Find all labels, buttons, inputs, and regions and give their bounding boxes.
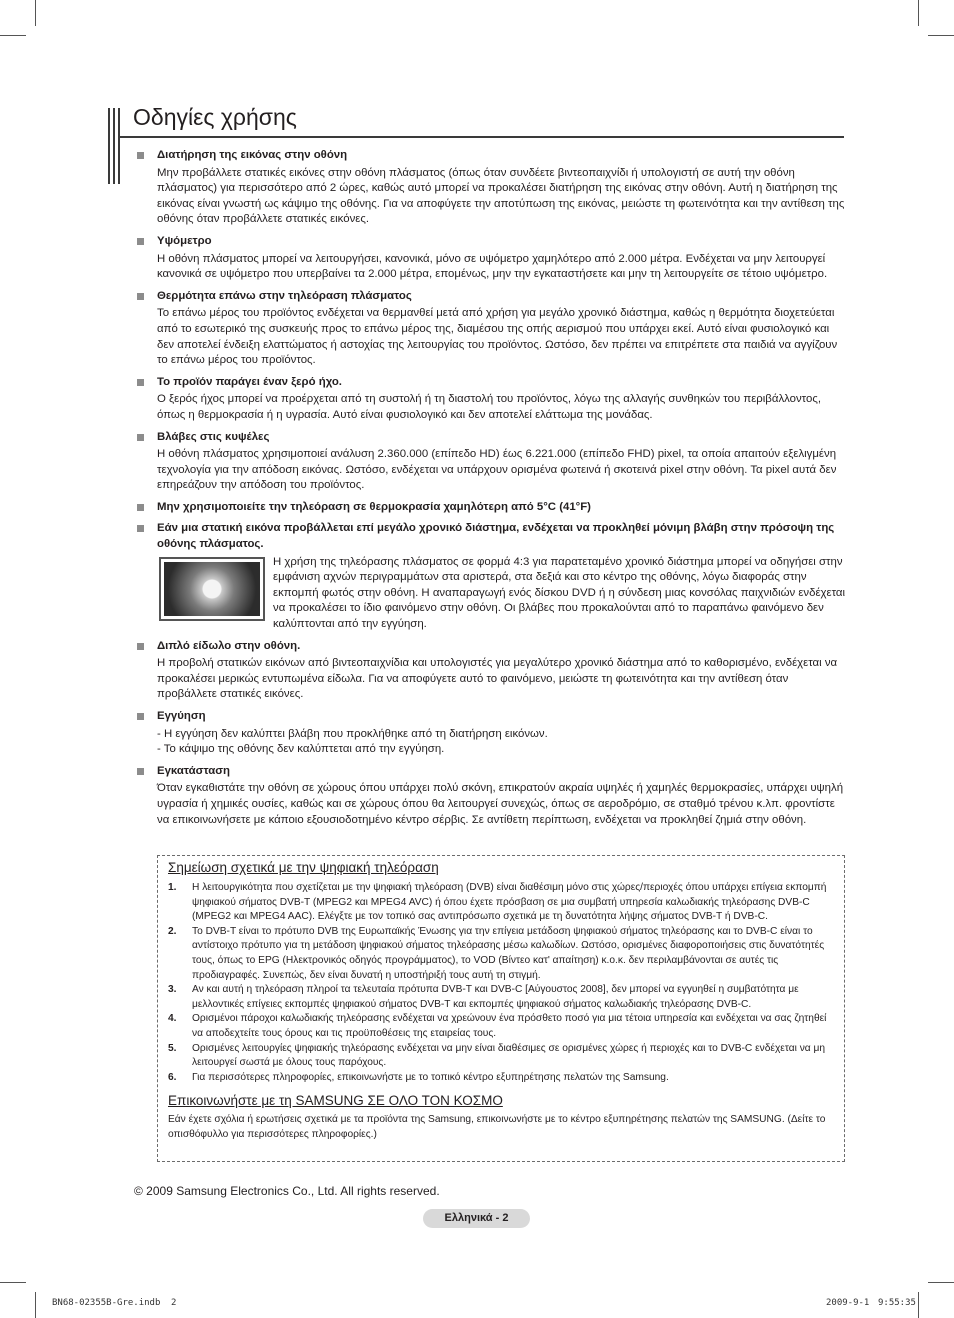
note-item <box>168 925 834 983</box>
crop-mark <box>918 1292 919 1318</box>
section-heading: Το προϊόν παράγει έναν ξερό ήχο. <box>157 375 342 388</box>
section-heading: Εάν μια στατική εικόνα προβάλλεται επί μεγάλο χρονικό διάστημα, ενδέχεται να προκληθεί μόνιμη βλάβη στην πρόσοψη της οθόνης πλάσματος. <box>157 522 835 551</box>
flower-image <box>164 562 260 616</box>
bullet-icon <box>137 379 144 386</box>
note-text: Για περισσότερες πληροφορίες, επικοινωνήστε με το τοπικό κέντρο εξυπηρέτησης πελατών της Samsung. <box>192 1071 669 1083</box>
note-number: 4. <box>168 1013 177 1025</box>
note-number: 2. <box>168 925 177 937</box>
contact-title: Επικοινωνήστε με τη SAMSUNG ΣΕ ΟΛΟ ΤΟΝ ΚΟΣΜΟ <box>168 1093 503 1109</box>
footer-date: 2009-9-1 <box>826 1298 870 1308</box>
section-heading: Θερμότητα επάνω στην τηλεόραση πλάσματος <box>157 289 412 302</box>
crop-mark <box>918 0 919 26</box>
section-text: - Η εγγύηση δεν καλύπτει βλάβη που προκλήθηκε από τη διατήρηση εικόνων. <box>157 727 548 740</box>
section-text: Ο ξερός ήχος μπορεί να προέρχεται από τη συστολή ή τη διαστολή του προϊόντος, λόγω της αλλαγής συνθηκών του περιβάλλοντος, όπως η θερμοκρασία ή η υγρασία. Αυτό είναι φυσιολογικό και δεν αποτελεί ελάττωμα της μονάδας. <box>157 393 822 421</box>
bullet-icon <box>137 768 144 775</box>
bullet-icon <box>137 504 144 511</box>
note-text: Η λειτουργικότητα που σχετίζεται με την ψηφιακή τηλεόραση (DVB) είναι διαθέσιμη μόνο στις χώρες/περιοχές όπου υπάρχει επίγεια εκπομπή ψηφιακού σήματος DVB-T (MPEG2 και MPEG4 AVC) ή όπου έχετε πρόσβαση σε μια συμβατή υπηρεσία καλωδιακής τηλεόρασης DVB-C (MPEG2 και MPEG4 AAC). Ελέγξτε με τον τοπικό σας αντιπρόσωπο σχετικά με τη δυνατότητα λήψης σήματος DVB-T ή DVB-C. <box>192 882 827 923</box>
section <box>137 234 847 283</box>
note-text: Ορισμένες λειτουργίες ψηφιακής τηλεόρασης ενδέχεται να μην είναι διαθέσιμες σε ορισμένες χώρες ή περιοχές και το DVB-C ενδέχεται να μη λειτουργεί σωστά με όλους τους παρόχους. <box>192 1042 826 1069</box>
note-number: 6. <box>168 1071 177 1083</box>
crop-mark <box>0 1282 26 1283</box>
note-list <box>168 881 834 1085</box>
note-item <box>168 1071 834 1086</box>
contact-text: Εάν έχετε σχόλια ή ερωτήσεις σχετικά με τα προϊόντα της Samsung, επικοινωνήστε με το κέντρο εξυπηρέτησης πελατών της SAMSUNG. (Δείτε το οπισθόφυλλο για περισσότερες πληροφορίες.) <box>168 1114 826 1140</box>
section-heading: Εγκατάσταση <box>157 764 230 777</box>
section-text: Η οθόνη πλάσματος μπορεί να λειτουργήσει, κανονικά, μόνο σε υψόμετρο χαμηλότερο από 2.000 μέτρα. Ενδέχεται να μην λειτουργεί κανονικά σε υψόμετρο που υπερβαίνει τα 2.000 μέτρα, επομένως, μην την εγκαταστήσετε και μην τη λειτουργείτε σε τέτοιο υψόμετρο. <box>157 252 828 281</box>
title-bar <box>108 108 110 184</box>
tv-screen-image <box>159 557 265 621</box>
title-bar <box>113 108 115 184</box>
section <box>137 764 847 828</box>
section-text: Το επάνω μέρος του προϊόντος ενδέχεται να θερμανθεί μετά από χρήση για μεγάλο χρονικό διάστημα, καθώς η θερμότητα διοχετεύεται από το εσωτερικό της συσκευής προς το επάνω μέρος της, διαμέσου της οπής αερισμού που υπάρχει εκεί. Αυτό είναι φυσιολογικό και δεν αποτελεί ένδειξη ελαττώματος ή αστοχίας της λειτουργίας του προϊόντος. Ωστόσο, δεν πρέπει να επιτρέπετε στα παιδιά να αγγίζουν το επάνω μέρος του προϊόντος. <box>157 307 838 367</box>
note-number: 5. <box>168 1042 177 1054</box>
crop-mark <box>35 0 36 26</box>
section-text: - Το κάψιμο της οθόνης δεν καλύπτεται από την εγγύηση. <box>157 743 445 756</box>
section-text: Μην προβάλλετε στατικές εικόνες στην οθόνη πλάσματος (όπως όταν συνδέετε βιντεοπαιχνίδι ή υπολογιστή σε αυτή την οθόνη πλάσματος) για περισσότερο από 2 ώρες, καθώς αυτό μπορεί να προκαλέσει διατήρηση της εικόνας στην οθόνη. Αυτή η διατήρηση της εικόνας είναι γνωστή ως κάψιμο της οθόνης. Για να αποφύγετε την αποτύπωση της εικόνας, μειώστε τη φωτεινότητα και την αντίθεση της οθόνης όταν προβάλλετε στατικές εικόνες. <box>157 166 845 226</box>
crop-mark <box>928 35 954 36</box>
section-heading: Διπλό είδωλο στην οθόνη. <box>157 639 301 652</box>
note-text: Αν και αυτή η τηλεόραση πληροί τα τελευταία πρότυπα DVB-T και DVB-C [Αύγουστος 2008], δεν μπορεί να εγγυηθεί η συμβατότητα με μελλοντικές επίγειες εκπομπές ψηφιακού σήματος DVB-T και εκπομπές ψηφιακού σήματος καλωδιακής τηλεόρασης DVB-C. <box>192 984 799 1010</box>
bullet-icon <box>137 643 144 650</box>
copyright: © 2009 Samsung Electronics Co., Ltd. All rights reserved. <box>134 1184 440 1198</box>
crop-mark <box>928 1282 954 1283</box>
crop-mark <box>0 35 26 36</box>
note-title: Σημείωση σχετικά με την ψηφιακή τηλεόραση <box>168 860 439 875</box>
section <box>137 148 847 228</box>
crop-mark <box>35 1292 36 1318</box>
bullet-icon <box>137 713 144 720</box>
digital-tv-note-box <box>157 855 845 1162</box>
section-heading: Βλάβες στις κυψέλες <box>157 430 270 443</box>
footer-time: 9:55:35 <box>878 1298 916 1308</box>
bullet-icon <box>137 434 144 441</box>
title-bar <box>118 108 120 184</box>
note-item <box>168 983 834 1012</box>
section-text: Όταν εγκαθιστάτε την οθόνη σε χώρους όπου υπάρχει πολύ σκόνη, επικρατούν ακραία υψηλές ή χαμηλές θερμοκρασίες, υπάρχει υψηλή υγρασία ή χημικές ουσίες, καθώς και σε χώρους όπου θα λειτουργεί συνεχώς, όπως σε αεροδρόμιο, σε σταθμό τρένου κ.λπ. φροντίστε να επικοινωνήσετε με κάποιο εξουσιοδοτημένο κέντρο σέρβις. Σε αντίθετη περίπτωση, ενδέχεται να προκληθεί ζημιά στην οθόνη. <box>157 782 844 826</box>
note-text: Το DVB-T είναι το πρότυπο DVB της Ευρωπαϊκής Ένωσης για την επίγεια μετάδοση ψηφιακού σήματος τηλεόρασης και το DVB-C είναι το αντίστοιχο πρότυπο για τη μετάδοση ψηφιακού σήματος τηλεόρασης μέσω καλωδίων. Ωστόσο, ορισμένες διαφοροποιήσεις στις δυνατότητές τους, όπως το EPG (Ηλεκτρονικός οδηγός προγράμματος), το VOD (Βίντεο κατ' απαίτηση) κ.ο.κ. δεν περιλαμβάνονται σε αυτές τις προδιαγραφές. Συνεπώς, δεν είναι δυνατή η υποστήριξή τους αυτή τη στιγμή. <box>192 925 825 981</box>
note-text: Ορισμένοι πάροχοι καλωδιακής τηλεόρασης ενδέχεται να χρεώνουν ένα πρόσθετο ποσό για μια τέτοια υπηρεσία και ενδέχεται να σας ζητηθεί να αποδεχτείτε τους όρους και τις προϋποθέσεις της εταιρείας τους. <box>192 1013 827 1039</box>
warning-text: Η χρήση της τηλεόρασης πλάσματος σε φορμά 4:3 για παρατεταμένο χρονικό διάστημα μπορεί να οδηγήσει στην εμφάνιση αχνών περιγραμμάτων στα αριστερά, στα δεξιά και στο κέντρο της οθόνης, λόγω διαφοράς στην εκπομπή φωτός στην οθόνη. Η αναπαραγωγή ενός δίσκου DVD ή η σύνδεση μιας κονσόλας παιχνιδιών ενδέχεται να προκαλέσει το ίδιο φαινόμενο στην οθόνη. Οι βλάβες που προκαλούνται από το παραπάνω φαινόμενο δεν καλύπτονται από την εγγύηση. <box>273 555 846 631</box>
section <box>137 289 847 369</box>
footer-page: 2 <box>171 1298 177 1308</box>
bullet-icon <box>137 293 144 300</box>
note-number: 3. <box>168 984 177 996</box>
section-text: Η οθόνη πλάσματος χρησιμοποιεί ανάλυση 2.360.000 (επίπεδο HD) έως 6.221.000 (επίπεδο FHD) pixel, τα οποία απαιτούν εξελιγμένη τεχνολογία για την απόδοση εικόνας. Ωστόσο, ενδέχεται να υπάρχουν ορισμένα φωτεινά ή σκοτεινά pixel στην οθόνη. Τα pixel αυτά δεν επηρεάζουν την απόδοση του προϊόντος. <box>157 448 837 492</box>
section <box>137 500 847 516</box>
section-heading: Μην χρησιμοποιείτε την τηλεόραση σε θερμοκρασία χαμηλότερη από 5°C (41°F) <box>157 500 591 513</box>
section-heading: Υψόμετρο <box>157 234 212 247</box>
bullet-icon <box>137 152 144 159</box>
section <box>137 639 847 703</box>
bullet-icon <box>137 525 144 532</box>
note-item <box>168 1012 834 1041</box>
page-title: Οδηγίες χρήσης <box>133 104 297 130</box>
note-item <box>168 1042 834 1071</box>
section <box>137 709 847 758</box>
note-item <box>168 881 834 925</box>
warning-section <box>137 521 847 632</box>
section-heading: Εγγύηση <box>157 710 206 722</box>
section-heading: Διατήρηση της εικόνας στην οθόνη <box>157 149 348 161</box>
section <box>137 375 847 424</box>
page-number-badge: Ελληνικά - 2 <box>423 1209 530 1228</box>
section-text: Η προβολή στατικών εικόνων από βιντεοπαιχνίδια και υπολογιστές για μεγαλύτερο χρονικό διάστημα από το καθορισμένο, ενδέχεται να προκαλέσει μερικώς εντυπωμένα είδωλα. Για να αποφύγετε αυτό το φαινόμενο, μειώστε τη φωτεινότητα και την αντίθεση όταν προβάλλετε στατικές εικόνες. <box>157 657 838 701</box>
note-number: 1. <box>168 882 177 893</box>
section <box>137 430 847 494</box>
title-underline <box>118 136 844 138</box>
bullet-icon <box>137 238 144 245</box>
content <box>137 148 847 834</box>
footer-file: BN68-02355B-Gre.indb <box>52 1298 161 1308</box>
